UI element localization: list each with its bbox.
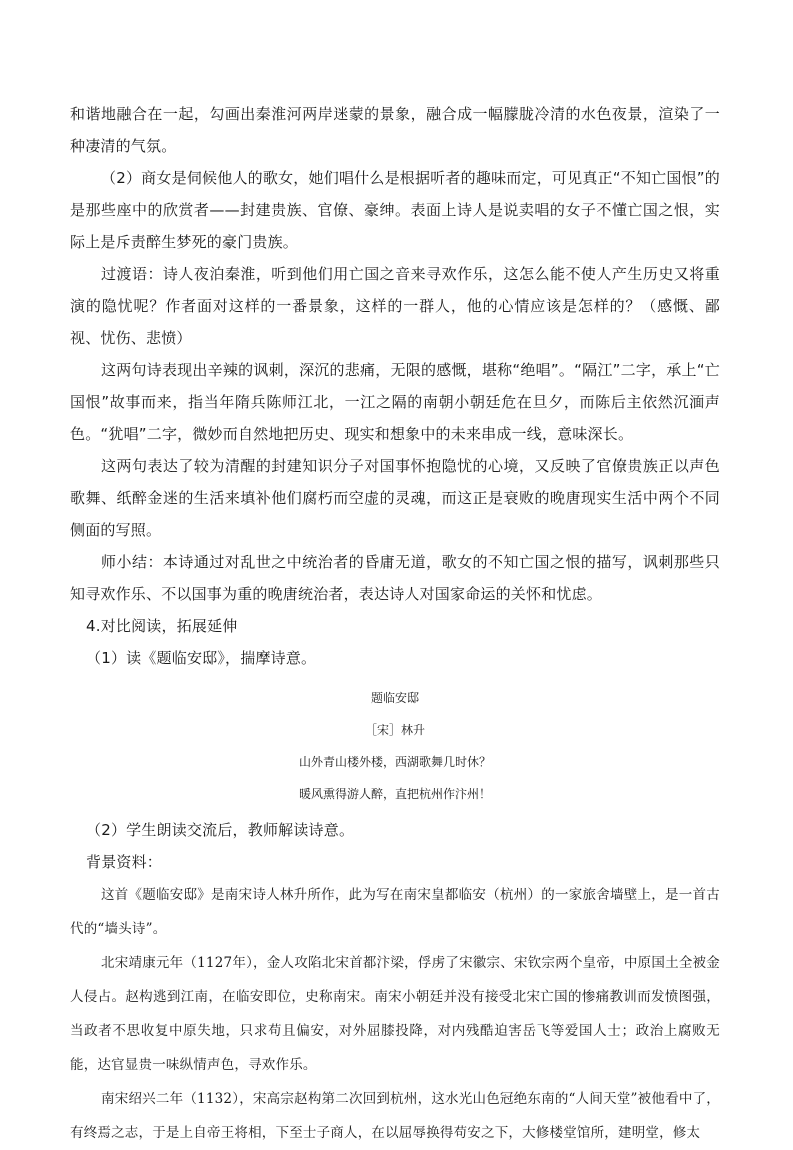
background-section [70,878,720,1150]
poem-title: 题临安邸 [370,691,419,705]
paragraph-analysis-2: 这两句表达了较为清醒的封建知识分子对国事怀抱隐忧的心境，又反映了官僚贵族正以声色歌舞、纸醉金迷的生活来填补他们腐朽而空虚的灵魂，而这正是衰败的晚唐现实生活中两个不同侧面的写照。 [70,457,720,539]
poem-line-1: 山外青山楼外楼，西湖歌舞几时休？ [298,755,491,769]
background-paragraph-2: 北宋靖康元年（1127年），金人攻陷北宋首都汴梁，俘虏了宋徽宗、宋钦宗两个皇帝，中原国土全被金人侵占。赵构逃到江南，在临安即位，史称南宋。南宋小朝廷并没有接受北宋亡国的惨痛教训而发愤图强，当政者不思收复中原失地，只求苟且偏安，对外屈膝投降，对内残酷迫害岳飞等爱国人士；政治上腐败无能，达官显贵一味纵情声色，寻欢作乐。 [70,955,720,1073]
poem-author: ［宋］林升 [364,723,425,737]
poem-line-2: 暖风熏得游人醉，直把杭州作汴州！ [298,787,491,801]
document-body [70,98,720,1150]
paragraph-continuation: 和谐地融合在一起，勾画出秦淮河两岸迷蒙的景象，融合成一幅朦胧冷清的水色夜景，渲染了一种凄清的气氛。 [70,105,720,155]
paragraph-point-2: （2）商女是伺候他人的歌女，她们唱什么是根据听者的趣味而定，可见真正“不知亡国恨”的是那些座中的欣赏者——封建贵族、官僚、豪绅。表面上诗人是说卖唱的女子不懂亡国之恨，实际上是斥责醉生梦死的豪门贵族。 [70,169,720,251]
background-paragraph-1: 这首《题临安邸》是南宋诗人林升所作，此为写在南宋皇都临安（杭州）的一家旅舍墙壁上，是一首古代的“墙头诗”。 [70,887,720,937]
poem-block [70,682,720,810]
section-heading-4: 4.对比阅读，拓展延伸 [86,617,238,635]
background-heading: 背景资料： [86,853,163,871]
background-paragraph-3: 南宋绍兴二年（1132），宋高宗赵构第二次回到杭州，这水光山色冠绝东南的“人间天堂”被他看中了，有终焉之志，于是上自帝王将相，下至士子商人，在以屈辱换得苟安之下，大修楼堂馆所，建明堂，修太 [70,1091,720,1141]
paragraph-summary: 师小结：本诗通过对乱世之中统治者的昏庸无道，歌女的不知亡国之恨的描写，讽刺那些只知寻欢作乐、不以国事为重的晚唐统治者，表达诗人对国家命运的关怀和忧虑。 [70,553,720,603]
paragraph-step-1: （1）读《题临安邸》，揣摩诗意。 [86,649,317,667]
paragraph-analysis-1: 这两句诗表现出辛辣的讽刺，深沉的悲痛，无限的感慨，堪称“绝唱”。“隔江”二字，承上“亡国恨”故事而来，指当年隋兵陈师江北，一江之隔的南朝小朝廷危在旦夕，而陈后主依然沉湎声色。“犹唱”二字，微妙而自然地把历史、现实和想象中的未来串成一线，意味深长。 [70,361,720,443]
paragraph-transition: 过渡语：诗人夜泊秦淮，听到他们用亡国之音来寻欢作乐，这怎么能不使人产生历史又将重演的隐忧呢？作者面对这样的一番景象，这样的一群人，他的心情应该是怎样的？（感慨、鄙视、忧伤、悲愤） [70,265,720,347]
paragraph-step-2: （2）学生朗读交流后，教师解读诗意。 [86,821,355,839]
